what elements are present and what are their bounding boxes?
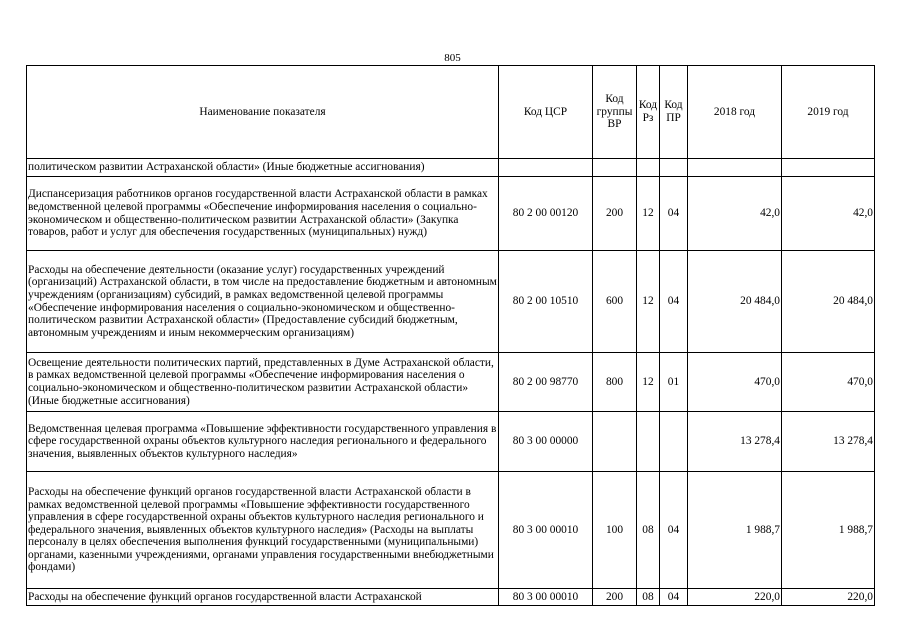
header-2018: 2018 год [688, 66, 782, 159]
row-2019: 42,0 [782, 177, 875, 251]
row-2018: 470,0 [688, 353, 782, 412]
row-2019: 220,0 [782, 589, 875, 606]
row-name: Расходы на обеспечение деятельности (оказание услуг) государственных учреждений (организаций) Астраханской области, в том числе на предоставление бюджетным и автономным учреждениям (организациям) субсидий, в рамках ведомственной целевой программы «Обеспечение информирования населения о социально-экономическом и общественно-политическом развитии Астраханской области» (Предоставление субсидий бюджетным, автономным учреждениям и иным некоммерческим организациям) [27, 251, 499, 353]
row-pr [660, 412, 688, 472]
table-row [27, 412, 875, 472]
row-vr [593, 412, 637, 472]
row-csr [499, 159, 593, 177]
row-2019: 470,0 [782, 353, 875, 412]
row-pr: 04 [660, 589, 688, 606]
row-pr: 04 [660, 177, 688, 251]
table-row [27, 589, 875, 606]
table-row [27, 177, 875, 251]
row-name: Диспансеризация работников органов государственной власти Астраханской области в рамках ведомственной целевой программы «Обеспечение информирования населения о социально-экономическом и общественно-политическом развитии Астраханской области» (Закупка товаров, работ и услуг для обеспечения государственных (муниципальных) нужд) [27, 177, 499, 251]
row-pr: 01 [660, 353, 688, 412]
row-csr: 80 3 00 00000 [499, 412, 593, 472]
row-pr: 04 [660, 472, 688, 589]
row-vr: 100 [593, 472, 637, 589]
row-2018: 42,0 [688, 177, 782, 251]
row-rz: 08 [637, 589, 660, 606]
row-vr: 600 [593, 251, 637, 353]
table-row [27, 159, 875, 177]
row-pr [660, 159, 688, 177]
row-pr: 04 [660, 251, 688, 353]
header-vr: Код группы ВР [593, 66, 637, 159]
row-rz: 12 [637, 177, 660, 251]
row-rz: 12 [637, 251, 660, 353]
row-2018: 13 278,4 [688, 412, 782, 472]
table-row [27, 472, 875, 589]
row-2019: 1 988,7 [782, 472, 875, 589]
row-2019: 13 278,4 [782, 412, 875, 472]
row-rz [637, 159, 660, 177]
header-2019: 2019 год [782, 66, 875, 159]
budget-table [26, 65, 875, 606]
row-2018 [688, 159, 782, 177]
header-name: Наименование показателя [27, 66, 499, 159]
row-csr: 80 3 00 00010 [499, 589, 593, 606]
row-csr: 80 3 00 00010 [499, 472, 593, 589]
row-name: политическом развитии Астраханской области» (Иные бюджетные ассигнования) [27, 159, 499, 177]
row-rz: 12 [637, 353, 660, 412]
table-row [27, 353, 875, 412]
row-2019: 20 484,0 [782, 251, 875, 353]
row-2018: 1 988,7 [688, 472, 782, 589]
row-2018: 220,0 [688, 589, 782, 606]
header-pr: Код ПР [660, 66, 688, 159]
row-name: Освещение деятельности политических партий, представленных в Думе Астраханской области, в рамках ведомственной целевой программы «Обеспечение информирования населения о социально-экономическом и общественно-политическом развитии Астраханской области» (Иные бюджетные ассигнования) [27, 353, 499, 412]
row-csr: 80 2 00 00120 [499, 177, 593, 251]
row-rz: 08 [637, 472, 660, 589]
row-name: Ведомственная целевая программа «Повышение эффективности государственного управления в сфере государственной охраны объектов культурного наследия регионального и федерального значения, выявленных объектов культурного наследия» [27, 412, 499, 472]
row-rz [637, 412, 660, 472]
row-csr: 80 2 00 98770 [499, 353, 593, 412]
header-rz: Код Рз [637, 66, 660, 159]
row-2018: 20 484,0 [688, 251, 782, 353]
row-vr: 800 [593, 353, 637, 412]
row-csr: 80 2 00 10510 [499, 251, 593, 353]
row-name: Расходы на обеспечение функций органов государственной власти Астраханской области в рамках ведомственной целевой программы «Повышение эффективности государственного управления в сфере государственной охраны объектов культурного наследия регионального и федерального значения, выявленных объектов культурного наследия» (Расходы на выплаты персоналу в целях обеспечения выполнения функций государственными (муниципальными) органами, казенными учреждениями, органами управления государственными внебюджетными фондами) [27, 472, 499, 589]
table-row [27, 251, 875, 353]
row-vr [593, 159, 637, 177]
header-csr: Код ЦСР [499, 66, 593, 159]
row-2019 [782, 159, 875, 177]
page-number: 805 [444, 52, 461, 64]
row-name: Расходы на обеспечение функций органов государственной власти Астраханской [27, 589, 499, 606]
row-vr: 200 [593, 177, 637, 251]
row-vr: 200 [593, 589, 637, 606]
table-header-row [27, 66, 875, 159]
